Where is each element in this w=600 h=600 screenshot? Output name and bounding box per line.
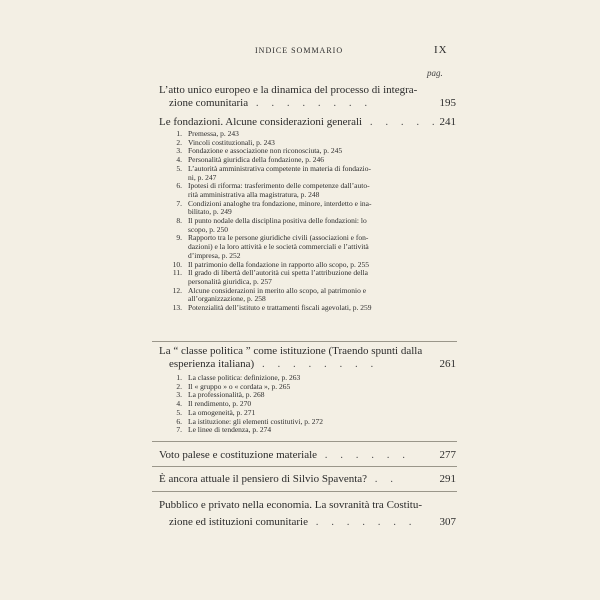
subsection-item-cont: all’organizzazione, p. 258 — [188, 294, 266, 304]
subsection-item: 2. Il « gruppo » o « cordata », p. 265 — [176, 381, 291, 391]
entry-title-line: Pubblico e privato nella economia. La sovranità tra Costitu- — [159, 499, 423, 511]
subsection-item: 4. Il rendimento, p. 270 — [176, 399, 252, 409]
page-folio: IX — [434, 44, 448, 56]
subsection-item: 1. La classe politica: definizione, p. 263 — [176, 373, 301, 382]
toc-entry — [159, 499, 456, 528]
section-divider — [152, 341, 457, 342]
toc-entry — [159, 449, 456, 462]
subsection-item-cont: ni, p. 247 — [188, 172, 217, 182]
entry-page-number: 261 — [439, 358, 456, 370]
subsection-item: 1. Premessa, p. 243 — [176, 129, 239, 138]
subsection-item: 9. Rapporto tra le persone giuridiche civili (associazioni e fon- — [176, 233, 369, 243]
section-divider — [152, 491, 457, 492]
subsection-item: 5. L’autorità amministrativa competente in materia di fondazio- — [176, 163, 371, 173]
entry-page-number: 307 — [439, 516, 456, 528]
subsection-item: 11. Il grado di libertà dell’autorità cui spetta l’attribuzione della — [172, 268, 368, 278]
entry-title-line: La “ classe politica ” come istituzione (Traendo spunti dalla — [159, 345, 423, 357]
subsection-item: 10. Il patrimonio della fondazione in rapporto allo scopo, p. 255 — [172, 259, 369, 269]
page-header — [0, 44, 600, 58]
subsection-item: 6. La istituzione: gli elementi costitutivi, p. 272 — [176, 416, 323, 426]
subsection-item: 5. La omogeneità, p. 271 — [176, 407, 256, 417]
running-title: INDICE SOMMARIO — [255, 46, 344, 55]
subsection-item-cont: d’impresa, p. 252 — [188, 250, 241, 260]
entry-title-line: Le fondazioni. Alcune considerazioni generali . . . . . 241 — [159, 116, 456, 128]
subsection-item-cont: dazioni) e la loro attività e le società commerciali e l’attività — [188, 242, 369, 252]
subsection-item: 4. Personalità giuridica della fondazione, p. 246 — [176, 155, 324, 165]
subsection-item-cont: bilitato, p. 249 — [188, 207, 232, 217]
subsection-item-cont: personalità giuridica, p. 257 — [188, 276, 272, 286]
toc-entry — [159, 345, 456, 371]
section-divider — [152, 466, 457, 467]
subsection-item: 8. Il punto nodale della disciplina positiva delle fondazioni: lo — [176, 216, 367, 226]
subsection-item: 12. Alcune considerazioni in merito allo scopo, al patrimonio e — [172, 285, 367, 295]
toc-entry — [159, 84, 456, 110]
subsection-item-cont: scopo, p. 250 — [188, 224, 228, 234]
subsection-item-cont: rità amministrativa alla magistratura, p. 248 — [188, 189, 320, 199]
subsection-item: 3. La professionalità, p. 268 — [176, 390, 265, 400]
subsection-item: 3. Fondazione e associazione non riconosciuta, p. 245 — [176, 146, 343, 156]
entry-page-number: 241 — [439, 116, 456, 128]
entry-title-line: Voto palese e costituzione materiale . . . . . . 277 — [159, 449, 456, 461]
entry-page-number: 277 — [439, 449, 456, 461]
entry-title-line: zione ed istituzioni comunitarie . . . . . . . 307 — [169, 516, 456, 528]
subsection-item: 2. Vincoli costituzionali, p. 243 — [176, 137, 275, 147]
subsection-list — [171, 374, 446, 435]
entry-page-number: 195 — [439, 97, 456, 109]
entry-title-line: zione comunitaria . . . . . . . . 195 — [169, 97, 456, 109]
entry-page-number: 291 — [439, 473, 456, 485]
subsection-list — [171, 130, 446, 313]
entry-title-line: esperienza italiana) . . . . . . . . 261 — [169, 358, 456, 370]
entry-title-line: È ancora attuale il pensiero di Silvio Spaventa? . . 291 — [159, 473, 456, 485]
subsection-item: 13. Potenzialità dell’istituto e trattamenti fiscali agevolati, p. 259 — [172, 303, 372, 313]
section-divider — [152, 441, 457, 442]
entry-title-line: L’atto unico europeo e la dinamica del processo di integra- — [159, 84, 418, 96]
toc-entry — [159, 116, 456, 129]
subsection-item: 7. Condizioni analoghe tra fondazione, minore, interdetto e ina- — [176, 198, 372, 208]
subsection-item: 6. Ipotesi di riforma: trasferimento delle competenze dall’auto- — [176, 181, 370, 191]
pag-label: pag. — [427, 68, 443, 78]
subsection-item: 7. Le linee di tendenza, p. 274 — [176, 425, 272, 435]
toc-entry — [159, 473, 456, 486]
